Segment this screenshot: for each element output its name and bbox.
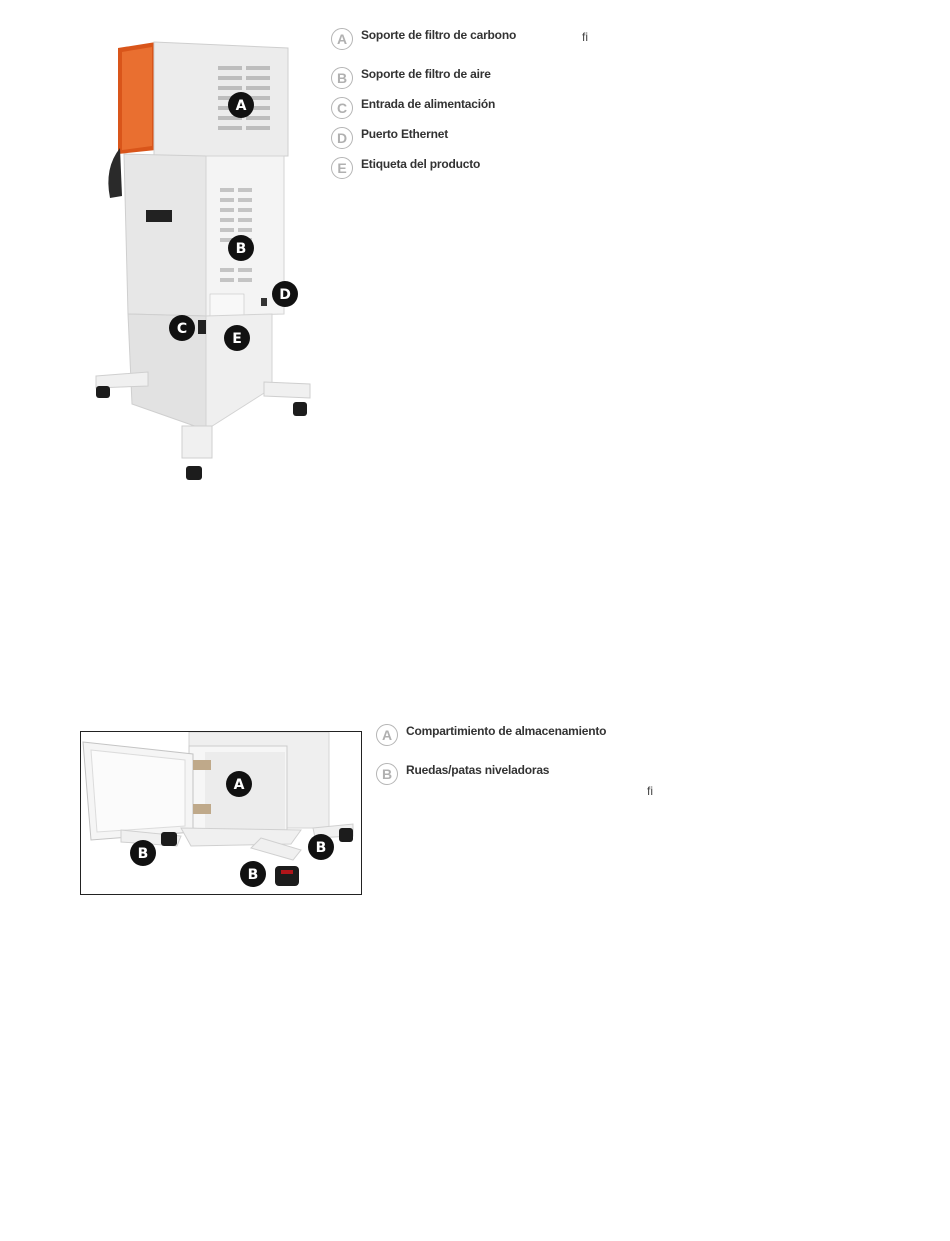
- callout-badge-c: [169, 315, 195, 346]
- callout-badge-d: [272, 281, 298, 312]
- stray-text: fi: [582, 30, 588, 44]
- callout-letter: A: [233, 777, 245, 793]
- legend-letter: E: [331, 157, 353, 179]
- callout-letter: B: [137, 846, 149, 862]
- callout-letter: D: [279, 287, 291, 303]
- legend-letter: A: [376, 724, 398, 746]
- callout-badge-a: [228, 92, 254, 123]
- legend-letter: A: [331, 28, 353, 50]
- product-photo-back-view: [88, 38, 320, 488]
- callout-letter: B: [235, 241, 247, 257]
- callout-badge-a: [226, 771, 252, 802]
- callout-badge-b: [308, 834, 334, 865]
- legend-letter: B: [331, 67, 353, 89]
- legend-label: Compartimiento de almacenamiento: [406, 724, 607, 738]
- legend-item-e: [331, 157, 480, 179]
- legend-label: Soporte de filtro de aire: [361, 67, 491, 81]
- callout-badge-b: [240, 861, 266, 892]
- legend-label: Entrada de alimentación: [361, 97, 496, 111]
- legend-label: Ruedas/patas niveladoras: [406, 763, 550, 777]
- legend-label: Puerto Ethernet: [361, 127, 449, 141]
- callout-letter: E: [232, 331, 242, 347]
- callout-letter: A: [235, 98, 247, 114]
- legend-item-b: [376, 763, 549, 785]
- callout-badge-b: [130, 840, 156, 871]
- legend-item-b: [331, 67, 491, 89]
- legend-label: Soporte de filtro de carbono: [361, 28, 517, 42]
- legend-item-a: [376, 724, 606, 746]
- callout-badge-e: [224, 325, 250, 356]
- legend-item-c: [331, 97, 495, 119]
- legend-letter: D: [331, 127, 353, 149]
- stray-text: fi: [647, 784, 653, 798]
- legend-item-d: [331, 127, 448, 149]
- callout-letter: B: [315, 840, 327, 856]
- product-photo-storage: [80, 731, 362, 895]
- legend-item-a: [331, 28, 516, 50]
- legend-letter: C: [331, 97, 353, 119]
- callout-badge-b: [228, 235, 254, 266]
- callout-letter: B: [247, 867, 259, 883]
- legend-label: Etiqueta del producto: [361, 157, 481, 171]
- legend-letter: B: [376, 763, 398, 785]
- callout-letter: C: [176, 321, 188, 337]
